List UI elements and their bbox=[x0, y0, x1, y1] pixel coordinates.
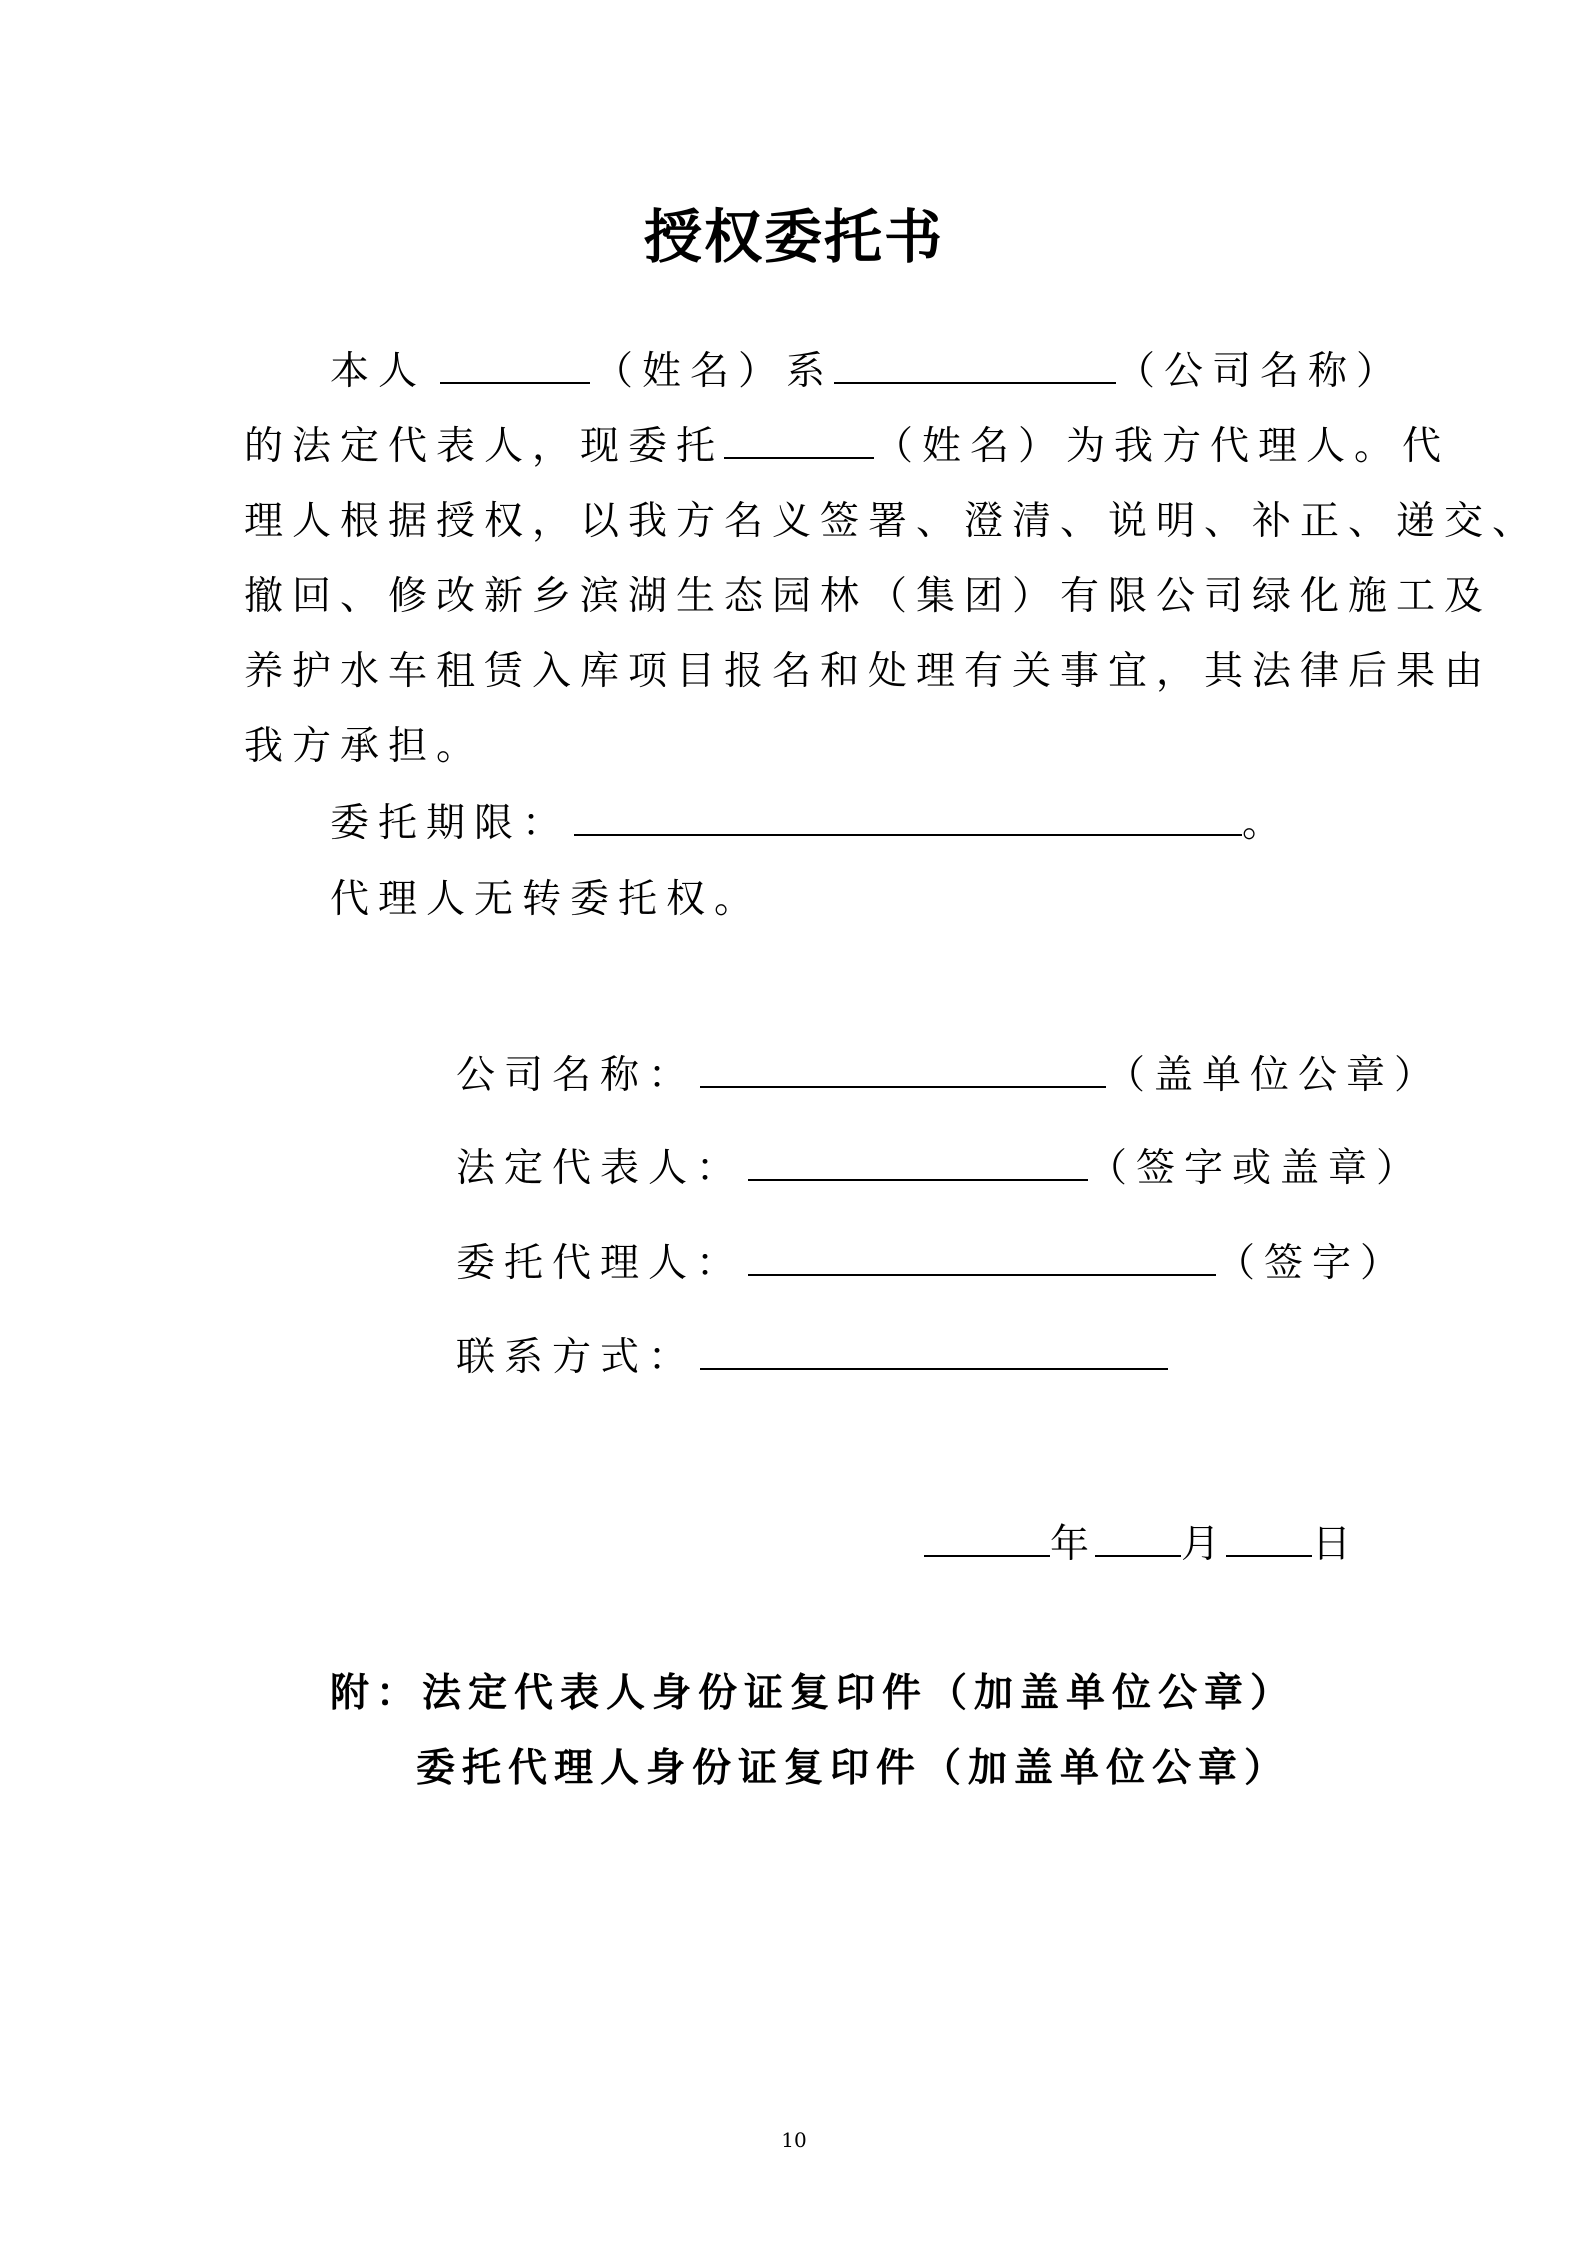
name-blank bbox=[440, 352, 590, 384]
term-blank bbox=[574, 804, 1242, 836]
month-label: 月 bbox=[1181, 1522, 1227, 1567]
page-number: 10 bbox=[781, 2128, 807, 2152]
agent-name-blank bbox=[724, 427, 874, 459]
company-blank bbox=[834, 352, 1116, 384]
paragraph-line-3: 理人根据授权，以我方名义签署、澄清、说明、补正、递交、 bbox=[244, 499, 1541, 544]
legal-rep-note: （签字或盖章） bbox=[1088, 1146, 1425, 1191]
term-label: 委托期限： bbox=[330, 801, 571, 846]
company-seal-note: （盖单位公章） bbox=[1106, 1053, 1443, 1098]
term-line bbox=[330, 801, 1291, 846]
no-subdelegation: 代理人无转委托权。 bbox=[330, 877, 763, 922]
signature-company bbox=[456, 1044, 1442, 1100]
signature-agent bbox=[456, 1232, 1408, 1288]
date-line bbox=[924, 1513, 1357, 1569]
attachment-item-1 bbox=[330, 1662, 1296, 1718]
signature-contact bbox=[456, 1326, 1168, 1382]
legal-rep-label: 法定代表人： bbox=[456, 1146, 745, 1191]
day-blank bbox=[1226, 1525, 1312, 1557]
paragraph-line-4: 撤回、修改新乡滨湖生态园林（集团）有限公司绿化施工及 bbox=[244, 574, 1493, 619]
attachment-item-2: 委托代理人身份证复印件（加盖单位公章） bbox=[416, 1746, 1291, 1791]
paragraph-line-2 bbox=[244, 424, 1451, 469]
text-company-name: （公司名称） bbox=[1116, 349, 1405, 394]
text-self: 本人 bbox=[330, 349, 427, 394]
document-title: 授权委托书 bbox=[643, 203, 944, 271]
contact-label: 联系方式： bbox=[456, 1335, 697, 1380]
text-legal-rep: 的法定代表人，现委托 bbox=[244, 424, 725, 469]
year-label: 年 bbox=[1050, 1522, 1096, 1567]
month-blank bbox=[1095, 1525, 1181, 1557]
agent-note: （签字） bbox=[1216, 1241, 1409, 1286]
text-name-of: （姓名）系 bbox=[594, 349, 835, 394]
signature-legal-rep bbox=[456, 1137, 1424, 1193]
attachment-prefix: 附： bbox=[330, 1671, 423, 1716]
term-end: 。 bbox=[1242, 801, 1291, 846]
paragraph-line-1 bbox=[330, 349, 1405, 394]
agent-label: 委托代理人： bbox=[456, 1241, 745, 1286]
year-blank bbox=[924, 1525, 1050, 1557]
day-label: 日 bbox=[1312, 1522, 1358, 1567]
company-label: 公司名称： bbox=[456, 1053, 697, 1098]
contact-blank bbox=[700, 1338, 1168, 1370]
legal-rep-sign-blank bbox=[748, 1149, 1088, 1181]
company-sign-blank bbox=[700, 1056, 1106, 1088]
paragraph-line-5: 养护水车租赁入库项目报名和处理有关事宜，其法律后果由 bbox=[244, 649, 1493, 694]
paragraph-line-6: 我方承担。 bbox=[244, 724, 485, 769]
text-agent: （姓名）为我方代理人。代 bbox=[874, 424, 1451, 469]
attachment-item-1-text: 法定代表人身份证复印件（加盖单位公章） bbox=[422, 1671, 1297, 1716]
agent-sign-blank bbox=[748, 1244, 1216, 1276]
